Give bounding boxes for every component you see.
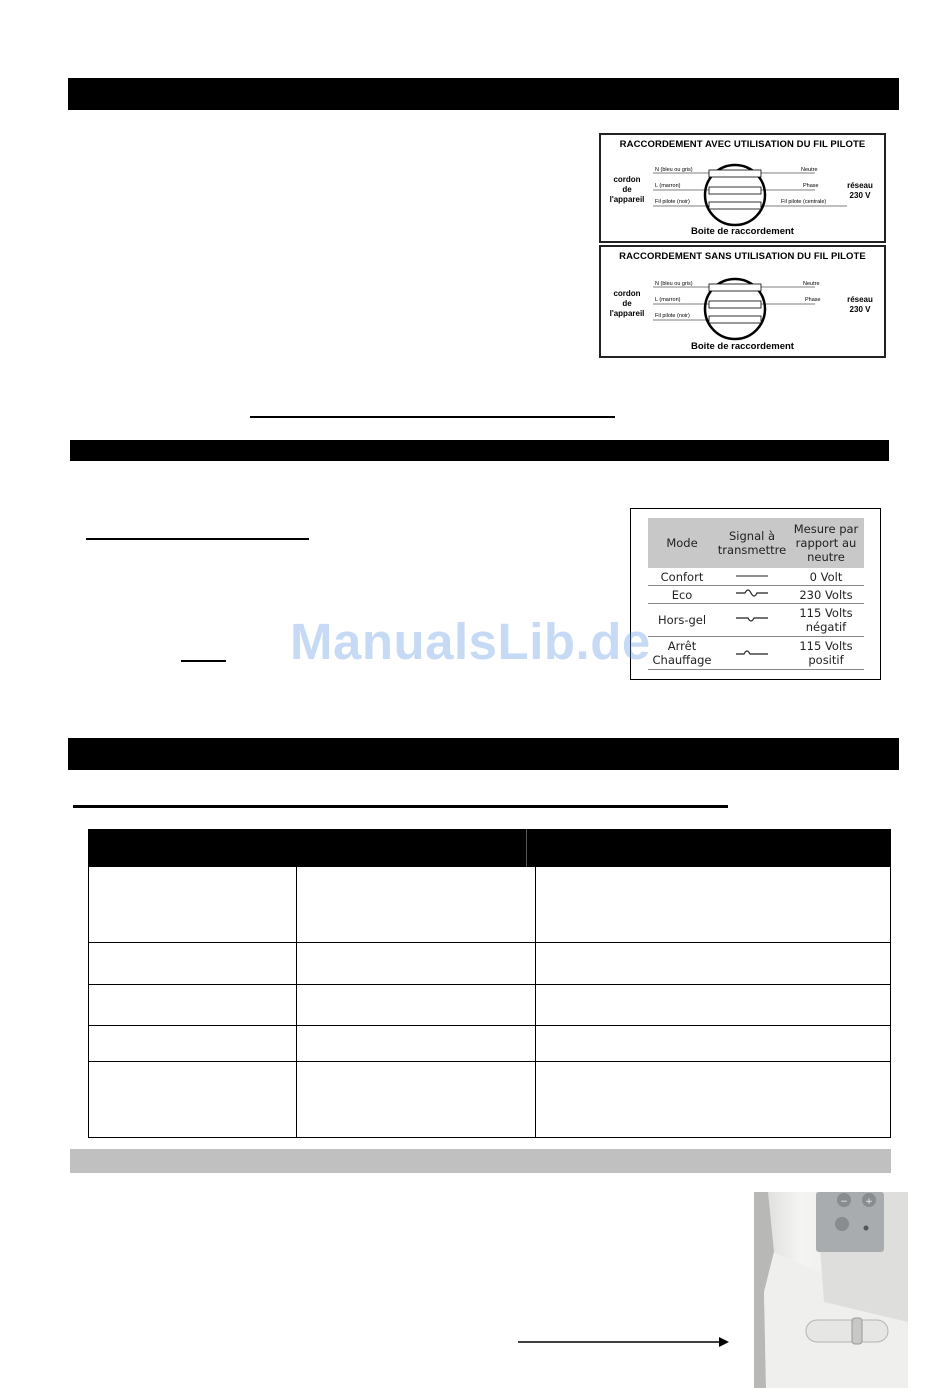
mesure-cell: 230 Volts: [788, 586, 864, 604]
underline-rule: [181, 660, 226, 662]
cordon-label: cordon de l'appareil: [609, 175, 645, 204]
section-header-bar-1: [68, 78, 899, 110]
wiring-bottom-label: Boite de raccordement: [691, 226, 794, 237]
mode-cell: Hors-gel: [648, 604, 716, 637]
header-gap: [526, 829, 536, 867]
mesure-cell: 115 Volts positif: [788, 637, 864, 670]
grey-section-bar: [70, 1149, 891, 1173]
table-header-right: [536, 829, 891, 867]
heater-illustration: [754, 1192, 908, 1388]
wire-label-neutre: Neutre: [801, 167, 818, 173]
section-header-bar-3: [68, 738, 899, 770]
wire-label-neutre: Neutre: [803, 281, 820, 287]
col-header-mode: Mode: [648, 518, 716, 568]
mesure-cell: 0 Volt: [788, 568, 864, 586]
table-row: [648, 568, 864, 586]
table-row: [648, 637, 864, 670]
signal-table-box: [630, 508, 881, 680]
wiring-title: RACCORDEMENT AVEC UTILISATION DU FIL PILOTE: [619, 139, 866, 150]
wiring-diagram-without-pilot: [599, 245, 886, 358]
flat-line-icon: [716, 568, 788, 586]
table-row: [88, 943, 891, 985]
table-row: [88, 1026, 891, 1062]
signal-table: [648, 518, 864, 670]
section-header-bar-2: [70, 440, 889, 461]
mode-cell: Eco: [648, 586, 716, 604]
mode-cell: Arrêt Chauffage: [648, 637, 716, 670]
wire-label-pilote-centrale: Fil pilote (centrale): [781, 199, 827, 205]
wire-label-l: L (marron): [655, 183, 681, 189]
full-sine-icon: [716, 586, 788, 604]
table-header-left: [88, 829, 526, 867]
underline-rule: [73, 805, 728, 808]
table-row: [88, 985, 891, 1026]
arrow-right-icon: [518, 1335, 730, 1349]
wire-label-pilote: Fil pilote (noir): [655, 199, 690, 205]
wire-label-phase: Phase: [803, 183, 819, 189]
table-row: [88, 1062, 891, 1138]
svg-text:−: −: [840, 1197, 848, 1207]
table-row: [648, 586, 864, 604]
wiring-title: RACCORDEMENT SANS UTILISATION DU FIL PILOTE: [619, 251, 866, 262]
mesure-cell: 115 Volts négatif: [788, 604, 864, 637]
underline-rule: [250, 416, 615, 418]
heater-control-photo: [754, 1192, 908, 1388]
wire-label-n: N (bleu ou gris): [655, 281, 693, 287]
table-row: [88, 866, 891, 943]
positive-half-wave-icon: [716, 637, 788, 670]
wiring-bottom-label: Boite de raccordement: [691, 341, 794, 352]
wire-label-phase: Phase: [805, 297, 821, 303]
mode-cell: Confort: [648, 568, 716, 586]
svg-text:+: +: [865, 1197, 873, 1207]
underline-rule: [86, 538, 309, 540]
col-header-signal: Signal à transmettre: [716, 518, 788, 568]
wiring-diagram-with-pilot: [599, 133, 886, 243]
reseau-label: réseau 230 V: [847, 181, 873, 200]
watermark: ManualsLib.de: [290, 613, 651, 670]
cordon-label: cordon de l'appareil: [609, 289, 645, 318]
wire-label-n: N (bleu ou gris): [655, 167, 693, 173]
wire-label-pilote: Fil pilote (noir): [655, 313, 690, 319]
wire-label-l: L (marron): [655, 297, 681, 303]
negative-half-wave-icon: [716, 604, 788, 637]
specs-table: [88, 829, 891, 1138]
reseau-label: réseau 230 V: [847, 295, 873, 314]
col-header-mesure: Mesure par rapport au neutre: [788, 518, 864, 568]
table-row: [648, 604, 864, 637]
